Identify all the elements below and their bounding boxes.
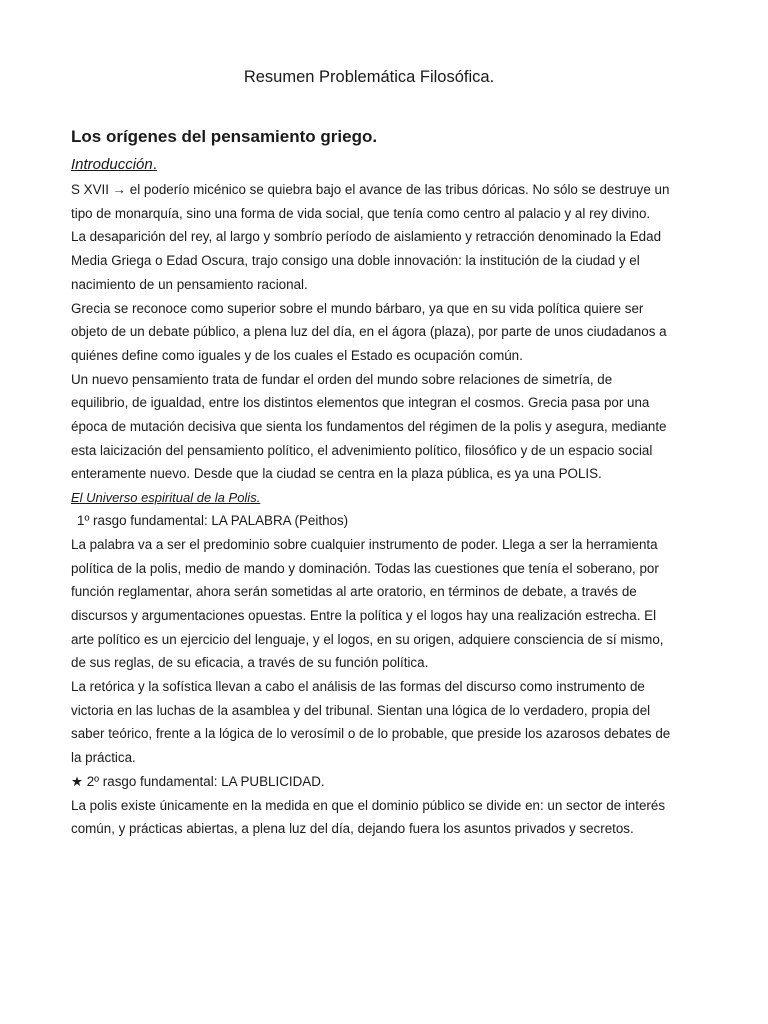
paragraph-trait-1-2: La retórica y la sofística llevan a cabo el análisis de las formas del discurso como instrumento de victoria en las luchas de la asamblea y del tribunal. Sientan una lógica de lo verdadero, propia del saber teórico, frente a la lógica de lo verosímil o de lo probable, que preside los azarosos debates de la práctica. (71, 679, 671, 766)
paragraph-intro-4: Un nuevo pensamiento trata de fundar el orden del mundo sobre relaciones de simetría, de equilibrio, de igualdad, entre los distintos elementos que integran el cosmos. Grecia pasa por una época de mutación decisiva que sienta los fundamentos del régimen de la polis y asegura, mediante esta laicización del pensamiento político, el advenimiento político, filosófico y de un espacio social enteramente nuevo. Desde que la ciudad se centra en la plaza pública, es ya una POLIS. (71, 371, 667, 482)
intro-heading (71, 154, 671, 176)
paragraph-trait-1-1: La palabra va a ser el predominio sobre cualquier instrumento de poder. Llega a ser la herramienta política de la polis, medio de mando y dominación. Todas las cuestiones que tenía el soberano, por función reglamentar, ahora serán sometidas al arte oratorio, en términos de debate, a través de discursos y argumentaciones opuestas. Entre la política y el logos hay una realización estrecha. El arte político es un ejercicio del lenguaje, y el logos, en su origen, adquiere consciencia de sí mismo, de sus reglas, de su eficacia, a través de su función política. (71, 536, 664, 671)
intro-heading-dot: . (152, 156, 157, 173)
paragraph-intro-3: Grecia se reconoce como superior sobre el mundo bárbaro, ya que en su vida política quiere ser objeto de un debate público, a plena luz del día, en el ágora (plaza), por parte de unos ciudadanos a quiénes define como iguales y de los cuales el Estado es ocupación común. (71, 300, 667, 363)
section-heading: Los orígenes del pensamiento griego. (71, 127, 378, 146)
intro-heading-text: Introducción (71, 156, 153, 173)
paragraph-trait-2-1: La polis existe únicamente en la medida en que el dominio público se divide en: un sector de interés común, y prácticas abiertas, a plena luz del día, dejando fuera los asuntos privados y secretos. (71, 797, 666, 837)
sub-heading-universo: El Universo espiritual de la Polis. (71, 490, 261, 506)
trait-1-heading: 1º rasgo fundamental: LA PALABRA (Peithos) (77, 513, 349, 529)
paragraph-intro-2: La desaparición del rey, al largo y sombrío período de aislamiento y retracción denominado la Edad Media Griega o Edad Oscura, trajo consigo una doble innovación: la institución de la ciudad y el nacimiento de un pensamiento racional. (71, 229, 662, 292)
trait-2-heading: ★ 2º rasgo fundamental: LA PUBLICIDAD. (71, 773, 325, 789)
document-body (71, 124, 671, 841)
document-title: Resumen Problemática Filosófica. (243, 68, 495, 86)
paragraph-intro-1: S XVII → el poderío micénico se quiebra bajo el avance de las tribus dóricas. No sólo se destruye un tipo de monarquía, sino una forma de vida social, que tenía como centro al palacio y al rey divino. (71, 182, 670, 221)
